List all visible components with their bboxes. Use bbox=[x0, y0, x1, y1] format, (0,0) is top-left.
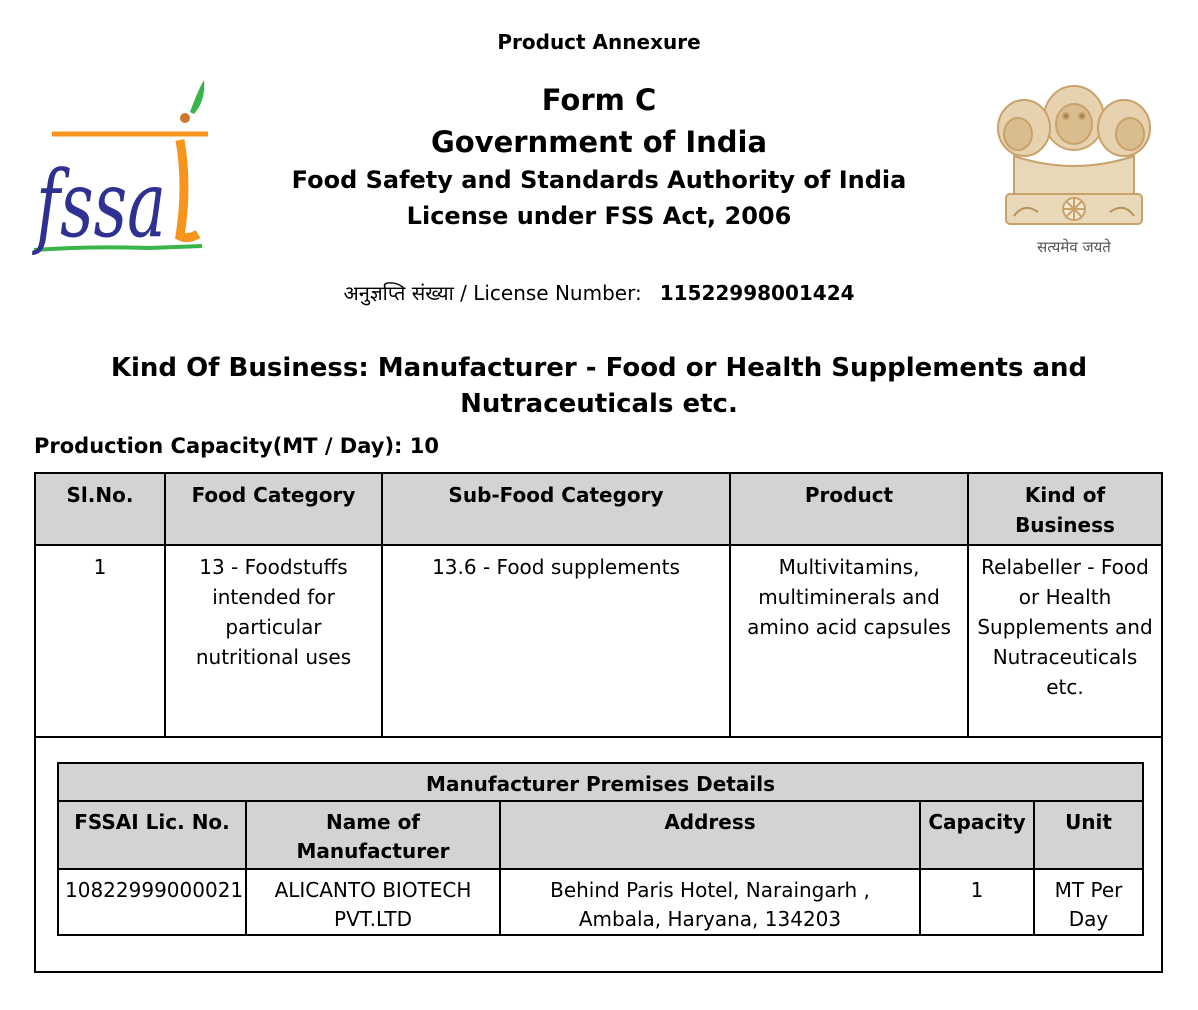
emblem-motto: सत्यमेव जयते bbox=[1037, 238, 1111, 256]
cell-sub-food-category: 13.6 - Food supplements bbox=[382, 545, 730, 737]
header-kind-of-business: Kind of Business bbox=[968, 474, 1161, 545]
header-food-category: Food Category bbox=[165, 474, 382, 545]
production-capacity: Production Capacity(MT / Day): 10 bbox=[34, 434, 439, 458]
table-row bbox=[58, 869, 1143, 935]
cell-capacity: 1 bbox=[920, 869, 1034, 935]
product-table bbox=[36, 474, 1161, 738]
license-number: 11522998001424 bbox=[659, 281, 855, 305]
cell-food-category: 13 - Foodstuffs intended for particular nutritional uses bbox=[165, 545, 382, 737]
header-manufacturer-name: Name of Manufacturer bbox=[246, 801, 500, 869]
fssai-logo bbox=[30, 76, 210, 256]
header-fssai-lic-no: FSSAI Lic. No. bbox=[58, 801, 246, 869]
premises-table-header bbox=[58, 801, 1143, 869]
cell-address: Behind Paris Hotel, Naraingarh , Ambala, Haryana, 134203 bbox=[500, 869, 920, 935]
header-address: Address bbox=[500, 801, 920, 869]
premises-table bbox=[57, 762, 1144, 936]
form-title: Form C bbox=[541, 83, 657, 117]
cell-manufacturer-name: ALICANTO BIOTECH PVT.LTD bbox=[246, 869, 500, 935]
header-sl-no: Sl.No. bbox=[36, 474, 165, 545]
cell-kind-of-business: Relabeller - Food or Health Supplements and Nutraceuticals etc. bbox=[968, 545, 1161, 737]
premises-caption: Manufacturer Premises Details bbox=[58, 763, 1143, 801]
header-capacity: Capacity bbox=[920, 801, 1034, 869]
product-table-header bbox=[36, 474, 1161, 545]
cell-fssai-lic-no: 10822999000021 bbox=[58, 869, 246, 935]
header-product: Product bbox=[730, 474, 968, 545]
cell-sl-no: 1 bbox=[36, 545, 165, 737]
header-sub-food-category: Sub-Food Category bbox=[382, 474, 730, 545]
fssai-logo-graphic bbox=[30, 76, 210, 256]
cell-product: Multivitamins, multiminerals and amino acid capsules bbox=[730, 545, 968, 737]
annexure-table-frame bbox=[34, 472, 1163, 973]
government-title: Government of India bbox=[430, 125, 768, 159]
lion-capital-icon bbox=[984, 76, 1164, 258]
license-line bbox=[0, 279, 1198, 306]
cell-unit: MT Per Day bbox=[1034, 869, 1143, 935]
act-title: License under FSS Act, 2006 bbox=[406, 202, 792, 230]
header-unit: Unit bbox=[1034, 801, 1143, 869]
license-label: अनुज्ञप्ति संख्या / License Number: bbox=[343, 281, 642, 305]
kind-of-business: Kind Of Business: Manufacturer - Food or Health Supplements and Nutraceuticals etc. bbox=[110, 353, 1088, 419]
authority-title: Food Safety and Standards Authority of India bbox=[291, 166, 907, 194]
table-row bbox=[36, 545, 1161, 737]
premises-caption-row bbox=[58, 763, 1143, 801]
fssai-logo-text: fssa bbox=[31, 151, 167, 256]
national-emblem bbox=[984, 76, 1164, 258]
annexure-title: Product Annexure bbox=[497, 30, 701, 54]
